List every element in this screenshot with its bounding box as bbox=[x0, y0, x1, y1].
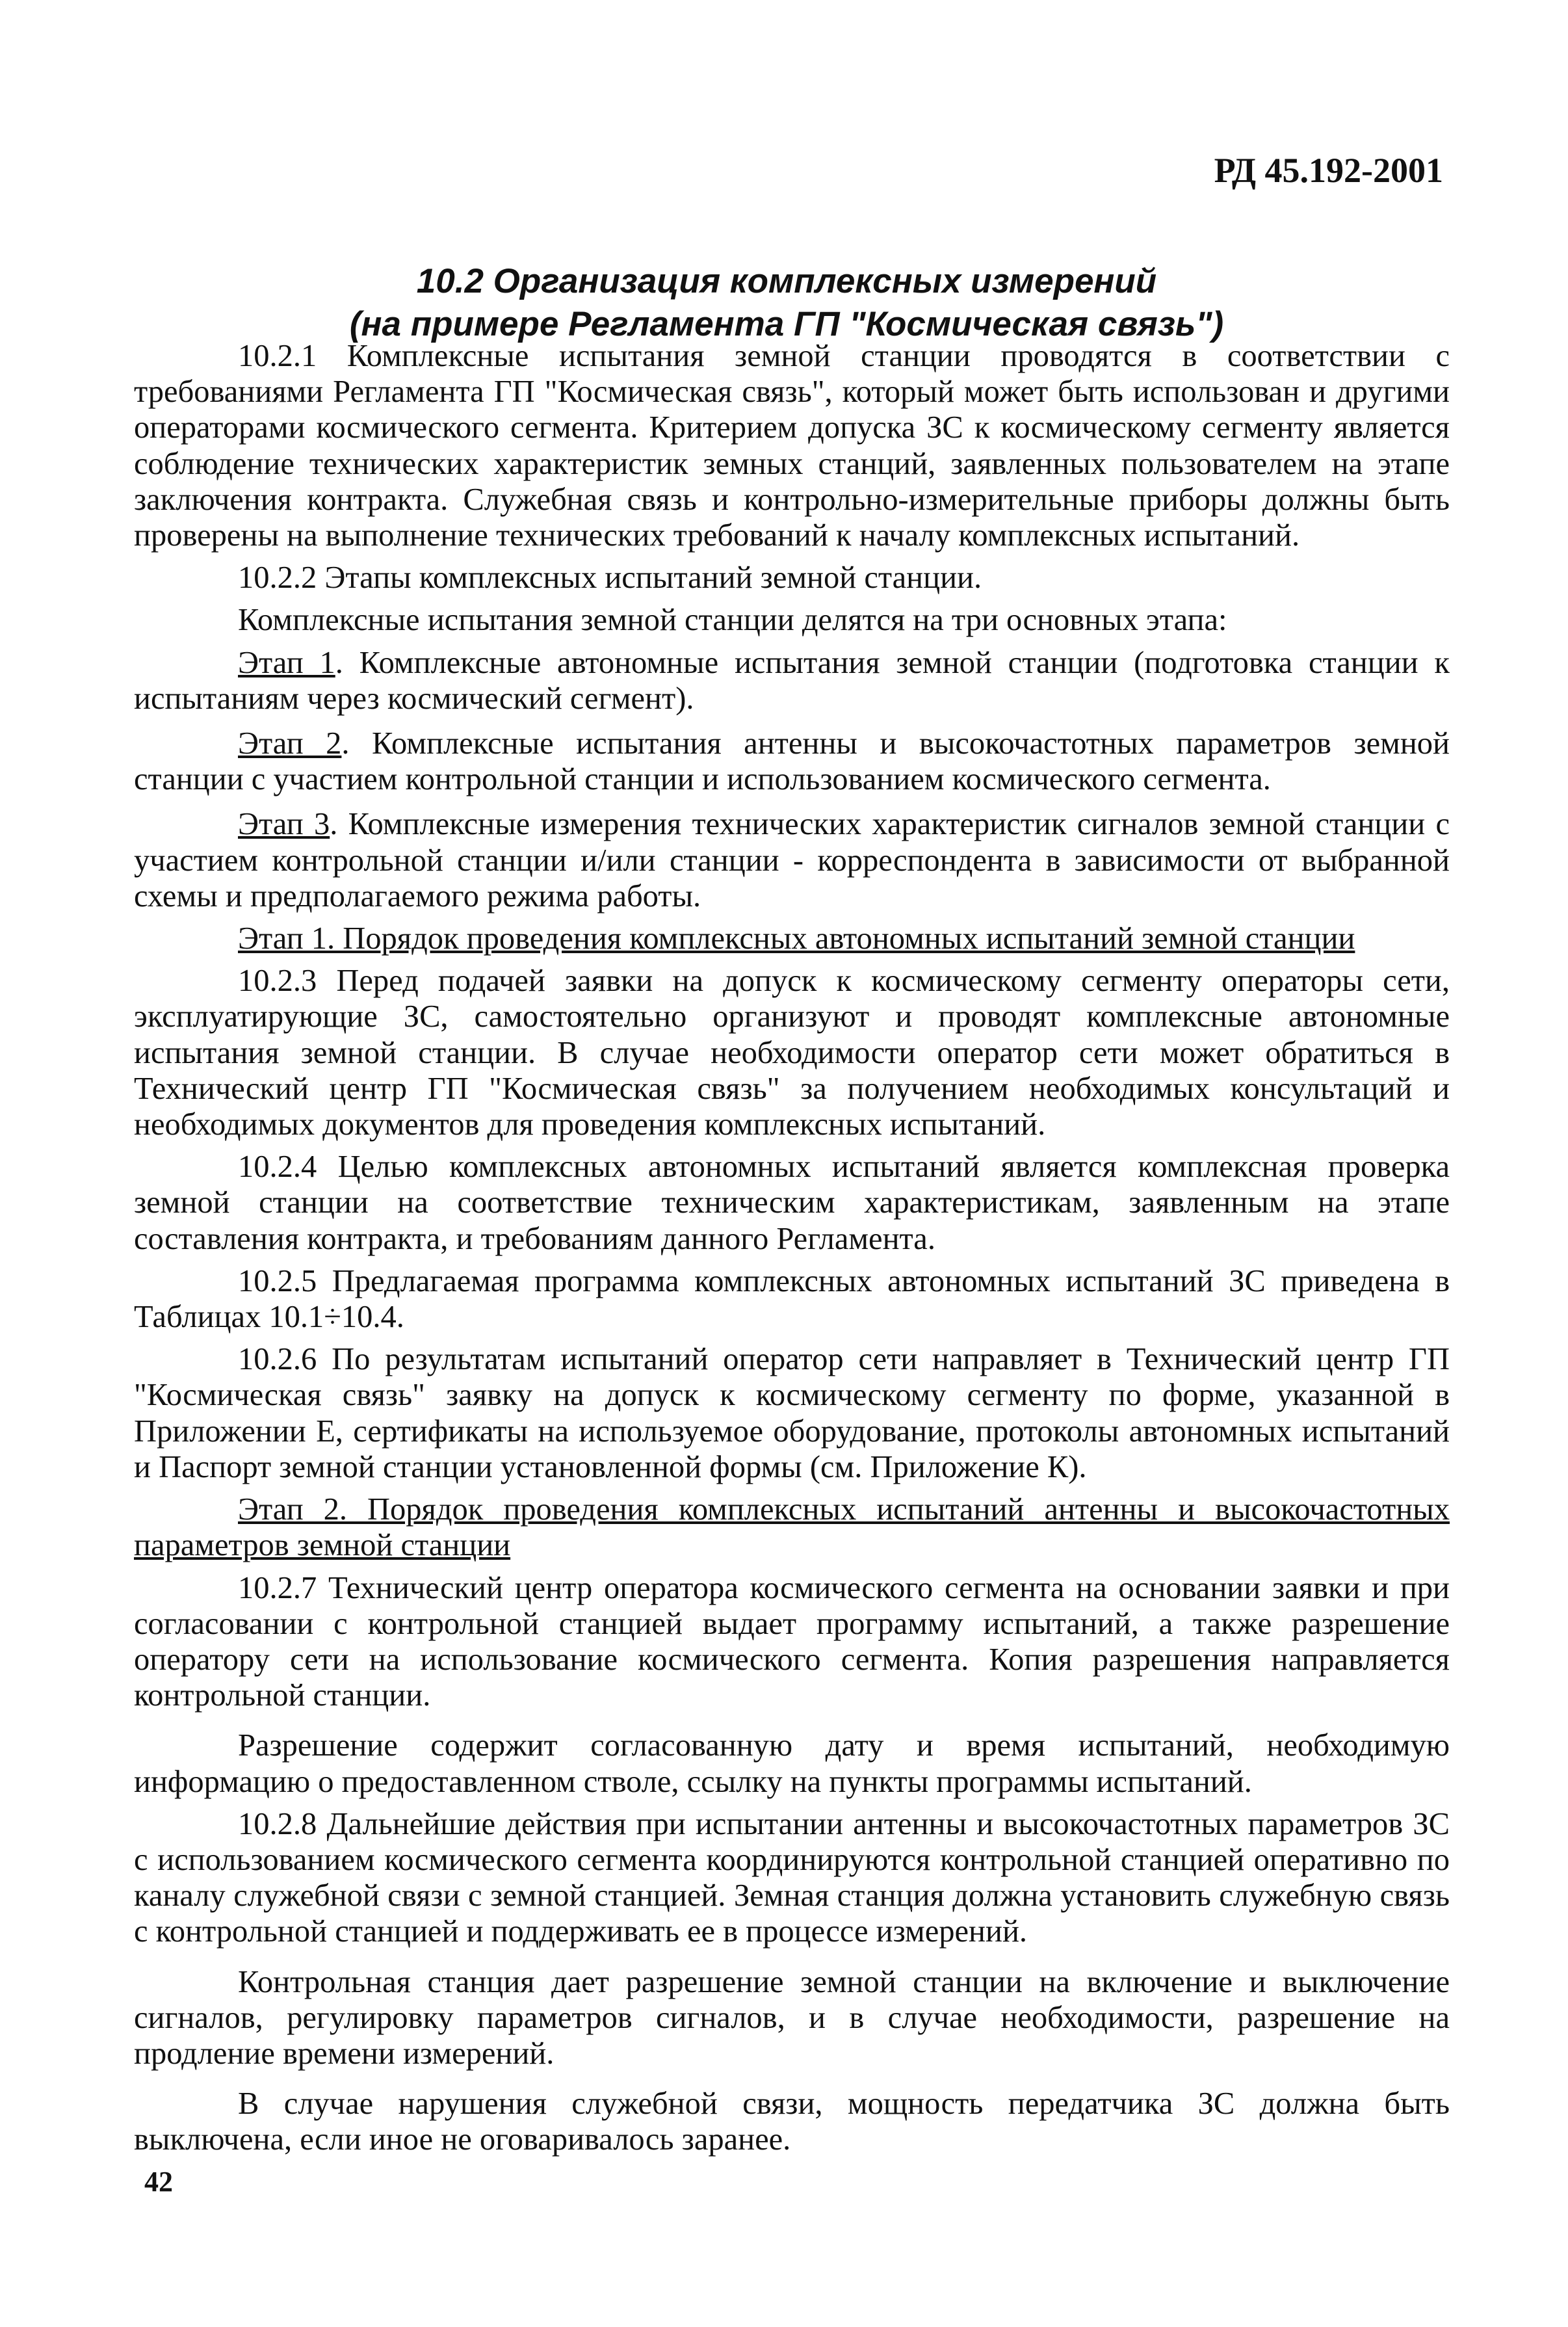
paragraph-stage-2 bbox=[134, 726, 1450, 797]
stage-3-text: . Комплексные измерения технических характеристик сигналов земной станции с участием контрольной станции и/или станции - корреспондента в зависимости от выбранной схемы и предполагаемого режима работы. bbox=[134, 807, 1450, 914]
paragraph-10-2-8: 10.2.8 Дальнейшие действия при испытании антенны и высокочастотных параметров ЗС с использованием космического сегмента координируются контрольной станцией оперативно по каналу служебной связи с земной станцией. Земная станция должна установить служебную связь с контрольной станцией и поддерживать ее в процессе измерений. bbox=[134, 1806, 1450, 1949]
stage-1-text: . Комплексные автономные испытания земной станции (подготовка станции к испытаниям через космический сегмент). bbox=[134, 645, 1450, 716]
paragraph-10-2-1: 10.2.1 Комплексные испытания земной станции проводятся в соответствии с требованиями Регламента ГП "Космическая связь", который может быть использован и другими операторами космического сегмента. Критерием допуска ЗС к космическому сегменту является соблюдение технических характеристик земных станций, заявленных пользователем на этапе заключения контракта. Служебная связь и контрольно-измерительные приборы должны быть проверены на выполнение технических требований к началу комплексных испытаний. bbox=[134, 339, 1450, 553]
paragraph-stage-3 bbox=[134, 806, 1450, 914]
paragraph-10-2-2: 10.2.2 Этапы комплексных испытаний земной станции. bbox=[238, 560, 982, 596]
stage-2-label: Этап 2 bbox=[238, 726, 342, 761]
document-body bbox=[134, 338, 1450, 2164]
stage-2-text: . Комплексные испытания антенны и высокочастотных параметров земной станции с участием контрольной станции и использованием космического сегмента. bbox=[134, 726, 1450, 797]
paragraph-10-2-4: 10.2.4 Целью комплексных автономных испытаний является комплексная проверка земной станции на соответствие техническим характеристикам, заявленным на этапе составления контракта, и требованиям данного Регламента. bbox=[134, 1150, 1450, 1256]
paragraph-permission: Разрешение содержит согласованную дату и время испытаний, необходимую информацию о предоставленном стволе, ссылку на пункты программы испытаний. bbox=[134, 1728, 1450, 1799]
paragraph-stage-1 bbox=[134, 645, 1450, 717]
stage-1-heading: Этап 1. Порядок проведения комплексных автономных испытаний земной станции bbox=[238, 921, 1355, 956]
paragraph-stages-intro: Комплексные испытания земной станции делятся на три основных этапа: bbox=[238, 603, 1227, 638]
paragraph-10-2-7: 10.2.7 Технический центр оператора космического сегмента на основании заявки и при согласовании с контрольной станцией выдает программу испытаний, а также разрешение оператору сети на использование космического сегмента. Копия разрешения направляется контрольной станции. bbox=[134, 1570, 1450, 1713]
paragraph-service-loss: В случае нарушения служебной связи, мощность передатчика ЗС должна быть выключена, если иное не оговаривалось заранее. bbox=[134, 2086, 1450, 2157]
stage-1-label: Этап 1 bbox=[238, 645, 335, 680]
paragraph-10-2-3: 10.2.3 Перед подачей заявки на допуск к космическому сегменту операторы сети, эксплуатирующие ЗС, самостоятельно организуют и проводят комплексные автономные испытания земной станции. В случае необходимости оператор сети может обратиться в Технический центр ГП "Космическая связь" за получением необходимых консультаций и необходимых документов для проведения комплексных испытаний. bbox=[134, 964, 1450, 1142]
document-code: РД 45.192-2001 bbox=[1214, 151, 1443, 190]
stage-3-label: Этап 3 bbox=[238, 807, 330, 842]
paragraph-10-2-6: 10.2.6 По результатам испытаний оператор сети направляет в Технический центр ГП "Космическая связь" заявку на допуск к космическому сегменту по форме, указанной в Приложении Е, сертификаты на используемое оборудование, протоколы автономных испытаний и Паспорт земной станции установленной формы (см. Приложение К). bbox=[134, 1342, 1450, 1484]
page-number: 42 bbox=[144, 2166, 173, 2198]
paragraph-control-station: Контрольная станция дает разрешение земной станции на включение и выключение сигналов, регулировку параметров сигналов, и в случае необходимости, разрешение на продление времени измерений. bbox=[134, 1964, 1450, 2071]
section-title bbox=[117, 260, 1456, 346]
section-title-line-2: (на примере Регламента ГП "Космическая связь") bbox=[349, 305, 1224, 343]
paragraph-10-2-5: 10.2.5 Предлагаемая программа комплексных автономных испытаний ЗС приведена в Таблицах 10.1÷10.4. bbox=[134, 1263, 1450, 1335]
stage-2-heading: Этап 2. Порядок проведения комплексных испытаний антенны и высокочастотных параметров земной станции bbox=[134, 1492, 1450, 1563]
section-title-line-1: 10.2 Организация комплексных измерений bbox=[416, 262, 1157, 300]
